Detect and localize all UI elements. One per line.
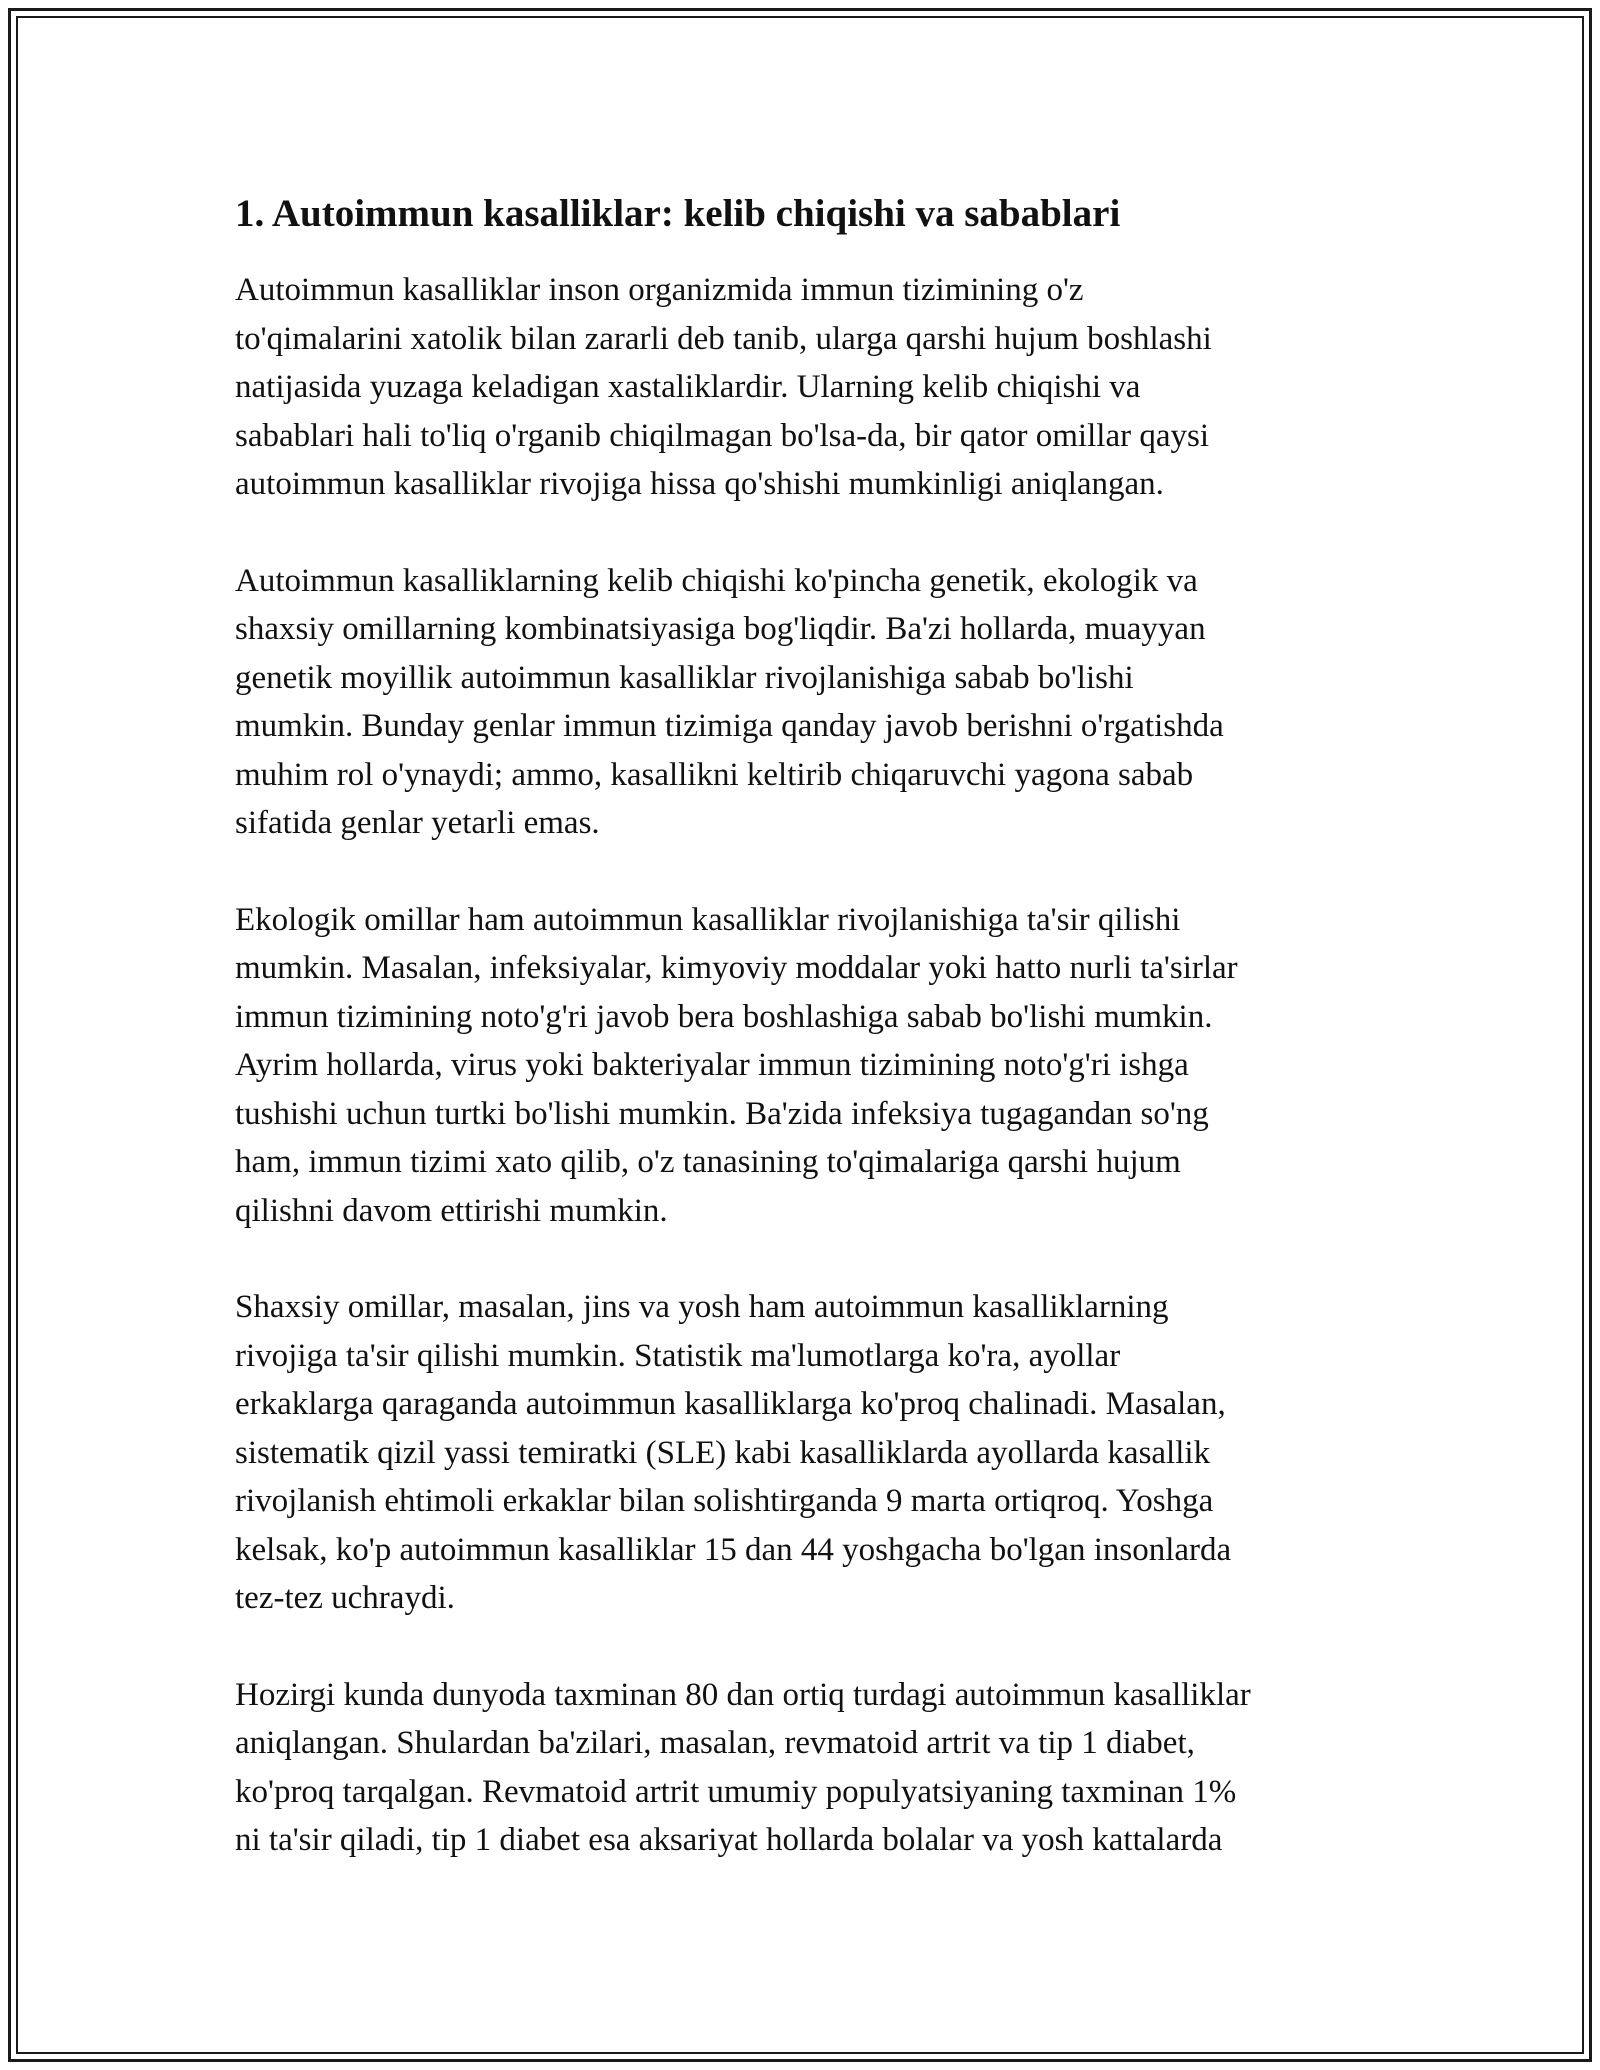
text-line: Ekologik omillar ham autoimmun kasalliklar rivojlanishiga ta'sir qilishi [235, 901, 1181, 938]
text-line: genetik moyillik autoimmun kasalliklar rivojlanishiga sabab bo'lishi [235, 659, 1134, 696]
text-line: ham, immun tizimi xato qilib, o'z tanasining to'qimalariga qarshi hujum [235, 1144, 1181, 1180]
text-line: autoimmun kasalliklar rivojiga hissa qo'shishi mumkinligi aniqlangan. [235, 466, 1164, 502]
text-line: sabablari hali to'liq o'rganib chiqilmagan bo'lsa-da, bir qator omillar qaysi [235, 417, 1209, 454]
text-line: mumkin. Masalan, infeksiyalar, kimyoviy moddalar yoki hatto nurli ta'sirlar [235, 950, 1238, 986]
text-line: rivojiga ta'sir qilishi mumkin. Statistik ma'lumotlarga ko'ra, ayollar [235, 1337, 1121, 1374]
text-line: muhim rol o'ynaydi; ammo, kasallikni keltirib chiqaruvchi yagona sabab [235, 756, 1194, 793]
text-line: rivojlanish ehtimoli erkaklar bilan solishtirganda 9 marta ortiqroq. Yoshga [235, 1483, 1214, 1519]
text-line: sifatida genlar yetarli emas. [235, 805, 600, 841]
text-line: Autoimmun kasalliklar inson organizmida immun tizimining o'z [235, 272, 1084, 308]
text-line: immun tizimining noto'g'ri javob bera boshlashiga sabab bo'lishi mumkin. [235, 998, 1213, 1035]
paragraph-2 [235, 557, 1375, 848]
text-line: shaxsiy omillarning kombinatsiyasiga bog'liqdir. Ba'zi hollarda, muayyan [235, 611, 1206, 647]
text-line: Shaxsiy omillar, masalan, jins va yosh ham autoimmun kasalliklarning [235, 1289, 1169, 1325]
text-line: tushishi uchun turtki bo'lishi mumkin. Ba'zida infeksiya tugagandan so'ng [235, 1095, 1209, 1132]
text-line: tez-tez uchraydi. [235, 1580, 455, 1616]
section-title: 1. Autoimmun kasalliklar: kelib chiqishi va sabablari [235, 192, 1121, 235]
text-line: Autoimmun kasalliklarning kelib chiqishi ko'pincha genetik, ekologik va [235, 562, 1198, 599]
text-line: to'qimalarini xatolik bilan zararli deb tanib, ularga qarshi hujum boshlashi [235, 320, 1212, 357]
text-line: ko'proq tarqalgan. Revmatoid artrit umumiy populyatsiyaning taxminan 1% [235, 1773, 1237, 1810]
paragraph-4 [235, 1283, 1375, 1623]
text-line: aniqlangan. Shulardan ba'zilari, masalan, revmatoid artrit va tip 1 diabet, [235, 1725, 1195, 1761]
paragraph-1 [235, 266, 1375, 509]
paragraph-5 [235, 1671, 1375, 1865]
text-line: qilishni davom ettirishi mumkin. [235, 1192, 668, 1229]
document-body [235, 188, 1375, 1913]
text-line: mumkin. Bunday genlar immun tizimiga qanday javob berishni o'rgatishda [235, 708, 1224, 744]
text-line: natijasida yuzaga keladigan xastaliklardir. Ularning kelib chiqishi va [235, 369, 1141, 405]
text-line: Hozirgi kunda dunyoda taxminan 80 dan ortiq turdagi autoimmun kasalliklar [235, 1676, 1251, 1713]
paragraph-3 [235, 896, 1375, 1236]
text-line: Ayrim hollarda, virus yoki bakteriyalar immun tizimining noto'g'ri ishga [235, 1047, 1189, 1083]
text-line: erkaklarga qaraganda autoimmun kasalliklarga ko'proq chalinadi. Masalan, [235, 1386, 1226, 1422]
text-line: kelsak, ko'p autoimmun kasalliklar 15 dan 44 yoshgacha bo'lgan insonlarda [235, 1531, 1232, 1568]
text-line: ni ta'sir qiladi, tip 1 diabet esa aksariyat hollarda bolalar va yosh kattalarda [235, 1822, 1223, 1858]
text-line: sistematik qizil yassi temiratki (SLE) kabi kasalliklarda ayollarda kasallik [235, 1434, 1211, 1471]
